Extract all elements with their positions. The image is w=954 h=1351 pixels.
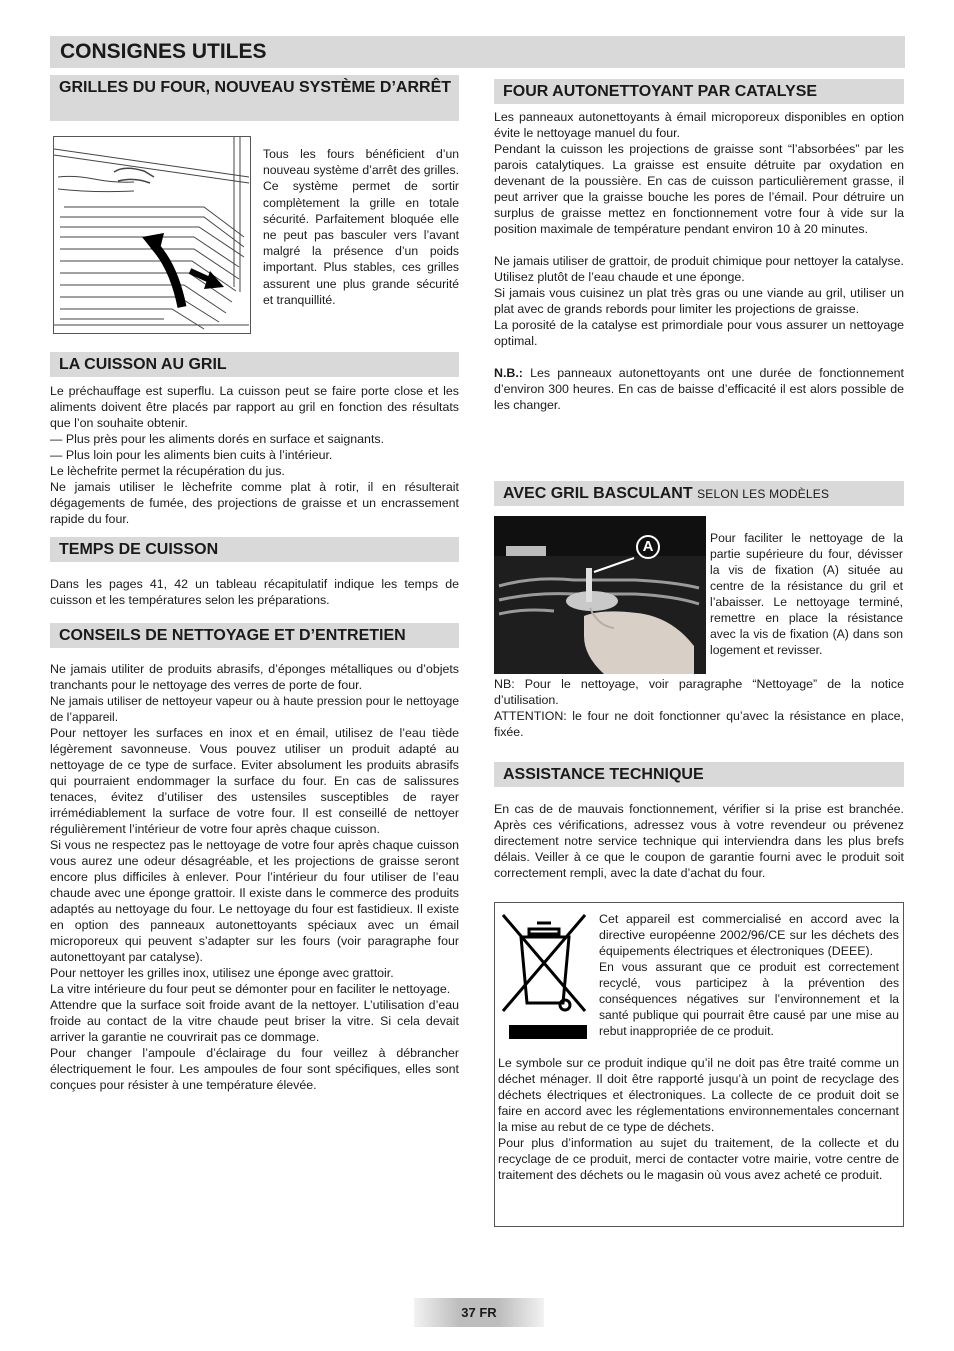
catalyse-heading: FOUR AUTONETTOYANT PAR CATALYSE	[494, 79, 904, 104]
gril-paragraph: Le préchauffage est superflu. La cuisson peut se faire porte close et les aliments doivent être placés par rapport au gril en fonction des résultats que l’on souhaite obtenir.	[50, 384, 459, 430]
conseils-paragraph: La vitre intérieure du four peut se démonter pour en faciliter le nettoyage.	[50, 982, 451, 996]
nb-text: Les panneaux autonettoyants ont une durée de fonctionnement d’environ 300 heures. En cas de baisse d’efficacité il est alors possible de les changer.	[494, 366, 904, 412]
conseils-paragraph: Pour nettoyer les surfaces en inox et en émail, utilisez de l’eau tiède légèrement savonneuse. Vous pouvez utiliser un produit adapté au nettoyage de ce type de surface. Eviter absolument les produits abrasifs qui pourraient endommager la surface du four. En cas de salissures tenaces, évitez d’utiliser des ustensiles susceptibles de rayer irrémédiablement la surface de votre four. Il est conseillé de nettoyer régulièrement l’intérieur de votre four après chaque cuisson.	[50, 726, 459, 836]
basculant-nb: NB: Pour le nettoyage, voir paragraphe “Nettoyage” de la notice d’utilisation.	[494, 677, 904, 707]
basculant-notes	[494, 676, 904, 740]
deee-paragraph: Le symbole sur ce produit indique qu’il ne doit pas être traité comme un déchet ménager. Il doit être rapporté jusqu’à un point de recyclage des déchets électriques et électroniques. La collecte de ce produit doit se faire en accord avec les réglementations environnementales concernant la mise au rebut de ce type de déchets.	[498, 1056, 899, 1134]
assistance-heading: ASSISTANCE TECHNIQUE	[494, 762, 904, 787]
gril-paragraph: — Plus près pour les aliments dorés en surface et saignants.	[50, 432, 385, 446]
photo-label-a: A	[642, 538, 654, 555]
catalyse-paragraph: Ne jamais utiliser de grattoir, de produit chimique pour nettoyer la catalyse. Utilisez plutôt de l’eau chaude et une éponge.	[494, 254, 904, 284]
catalyse-paragraph: Pendant la cuisson les projections de graisse sont “l’absorbées” par les parois catalytiques. La graisse est ensuite détruite par oxydation en devenant de la poussière. En cas de cuisson particulièrement grasse, il peut arriver que la graisse bouche les pores de l’émail. Pour détruire un surplus de graisse mettez en fonctionnement votre four à vide sur la position maximale de température pendant environ 10 à 20 minutes.	[494, 142, 904, 236]
page-number: 37 FR	[414, 1298, 544, 1327]
temps-heading: TEMPS DE CUISSON	[50, 537, 459, 562]
catalyse-body	[494, 109, 904, 413]
basculant-note: SELON LES MODÈLES	[697, 487, 830, 501]
gril-heading: LA CUISSON AU GRIL	[50, 352, 459, 377]
basculant-title: AVEC GRIL BASCULANT	[503, 485, 693, 502]
conseils-body	[50, 661, 459, 1093]
page-title: CONSIGNES UTILES	[60, 40, 267, 63]
catalyse-nb	[494, 365, 904, 413]
conseils-paragraph: Attendre que la surface soit froide avant de la nettoyer. L’utilisation d’eau froide au contact de la vitre chaude peut briser la vitre. Si cela devait arriver la garantie ne couvrirait pas ce dommage.	[50, 998, 459, 1044]
conseils-paragraph: Pour changer l’ampoule d’éclairage du four veillez à débrancher électriquement le four. Les ampoules de four sont spécifiques, elles sont conçues pour résister à une température élevée.	[50, 1046, 459, 1092]
conseils-paragraph: Si vous ne respectez pas le nettoyage de votre four après chaque cuisson vous aurez une odeur désagréable, et les projections de graisse seront encore plus difficiles à enlever. Pour l’intérieur du four utiliser de l’eau chaude avec une éponge grattoir. Il existe dans le commerce des produits adaptés au nettoyage du four. Le nettoyage du four est fastidieux. Il existe en option des panneaux autonettoyants spéciaux avec un émail microporeux qui peuvent s’adapter sur les fours (voir paragraphe four autonettoyant par catalyse).	[50, 838, 459, 964]
conseils-paragraph: Ne jamais utiliser de nettoyeur vapeur ou à haute pression pour le nettoyage de l’appareil.	[50, 694, 459, 724]
conseils-paragraph: Ne jamais utiliter de produits abrasifs, d’éponges métalliques ou d’objets tranchants pour le nettoyage des verres de porte de four.	[50, 662, 459, 692]
catalyse-paragraph: Les panneaux autonettoyants à émail microporeux disponibles en option évite le nettoyage manuel du four.	[494, 110, 904, 140]
deee-intro	[599, 911, 899, 1039]
crossed-bin-icon	[499, 911, 591, 1043]
basculant-text: Pour faciliter le nettoyage de la partie supérieure du four, dévisser la vis de fixation (A) située au centre de la résistance du gril et l’abaisser. Le nettoyage terminé, remettre en place la résistance avec la vis de fixation (A) dans son logement et revisser.	[710, 531, 903, 657]
grill-element-photo	[494, 516, 706, 674]
deee-paragraph: Cet appareil est commercialisé en accord avec la directive européenne 2002/96/CE sur les déchets des équipements électriques et électroniques (DEEE).	[599, 912, 899, 958]
gril-body	[50, 383, 459, 527]
gril-paragraph: Ne jamais utiliser le lèchefrite comme plat à rotir, il en résulterait dégagements de fumée, des projections de graisse et un encrassement rapide du four.	[50, 480, 459, 526]
basculant-heading	[494, 481, 904, 506]
grilles-text: Tous les fours bénéficient d’un nouveau système d’arrêt des grilles. Ce système permet de sortir complètement la grille en totale sécurité. Parfaitement bloquée elle ne peut pas basculer vers l’avant malgré la présence d’un poids important. Plus stables, ces grilles assurent une plus grande sécurité et tranquillité.	[263, 147, 459, 307]
oven-rack-illustration	[53, 136, 251, 334]
page-title-bar	[50, 36, 905, 68]
deee-paragraph: En vous assurant que ce produit est correctement recyclé, vous participez à la prévention des conséquences négatives sur l’environnement et la santé publique qui pourrait être causé par une mise au rebut inappropriée de ce produit.	[599, 960, 899, 1038]
catalyse-paragraph: La porosité de la catalyse est primordiale pour vous assurer un nettoyage optimal.	[494, 318, 904, 348]
assistance-text: En cas de de mauvais fonctionnement, vérifier si la prise est branchée. Après ces vérifications, adressez vous à votre revendeur ou prévenez directement notre service technique qui interviendra dans les plus brefs délais. Veiller à ce que le coupon de garantie fourni avec le produit soit correctement rempli, avec la date d’achat du four.	[494, 802, 904, 880]
catalyse-paragraph: Si jamais vous cuisinez un plat très gras ou une viande au gril, utiliser un plat avec de grands rebords pour limiter les projections de graisse.	[494, 286, 904, 316]
deee-paragraph: Pour plus d’information au sujet du traitement, de la collecte et du recyclage de ce produit, merci de contacter votre mairie, votre centre de traitement des déchets ou le magasin où vous avez acheté ce produit.	[498, 1136, 899, 1182]
gril-paragraph: Le lèchefrite permet la récupération du jus.	[50, 464, 285, 478]
grilles-heading: GRILLES DU FOUR, NOUVEAU SYSTÈME D’ARRÊT	[50, 75, 459, 121]
deee-box	[494, 902, 904, 1227]
nb-label: N.B.:	[494, 366, 523, 380]
deee-body	[498, 1055, 899, 1183]
gril-paragraph: — Plus loin pour les aliments bien cuits à l’intérieur.	[50, 448, 333, 462]
basculant-attention: ATTENTION: le four ne doit fonctionner qu’avec la résistance en place, fixée.	[494, 709, 904, 739]
conseils-heading: CONSEILS DE NETTOYAGE ET D’ENTRETIEN	[50, 623, 459, 648]
conseils-paragraph: Pour nettoyer les grilles inox, utilisez une éponge avec grattoir.	[50, 966, 394, 980]
temps-text: Dans les pages 41, 42 un tableau récapitulatif indique les temps de cuisson et les températures selon les préparations.	[50, 577, 459, 607]
